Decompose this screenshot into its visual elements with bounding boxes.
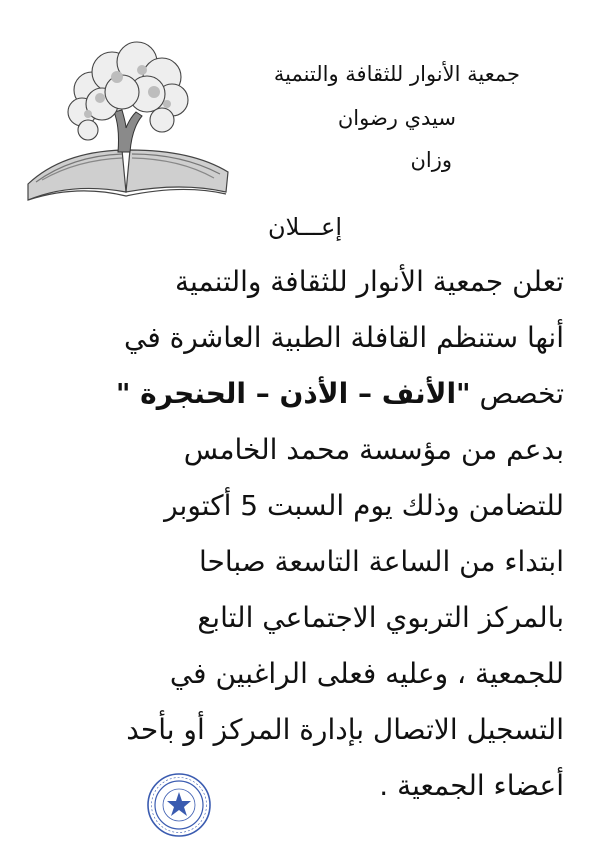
- body-line: للجمعية ، وعليه فعلى الراغبين في: [169, 657, 564, 690]
- body-line: ابتداء من الساعة التاسعة صباحا: [199, 545, 564, 578]
- announcement-title: إعـــلان: [267, 213, 343, 241]
- body-line: التسجيل الاتصال بإدارة المركز أو بأحد: [126, 713, 564, 746]
- organization-locality: سيدي رضوان: [337, 106, 456, 130]
- body-line: أنها ستنظم القافلة الطبية العاشرة في: [124, 321, 564, 354]
- specialty-line: [115, 377, 564, 410]
- body-line: بدعم من مؤسسة محمد الخامس: [183, 433, 564, 466]
- specialty-prefix: تخصص: [479, 377, 564, 410]
- body-line: بالمركز التربوي الاجتماعي التابع: [197, 601, 564, 634]
- organization-town: وزان: [410, 148, 452, 172]
- body-line: أعضاء الجمعية .: [379, 769, 564, 802]
- organization-name: جمعية الأنوار للثقافة والتنمية: [273, 62, 520, 86]
- association-stamp-icon: [146, 772, 212, 838]
- body-line: للتضامن وذلك يوم السبت 5 أكتوبر: [164, 489, 564, 522]
- tree-book-logo-icon: [22, 32, 232, 207]
- body-line: تعلن جمعية الأنوار للثقافة والتنمية: [175, 265, 564, 298]
- specialty-name: "الأنف – الأذن – الحنجرة ": [115, 377, 471, 410]
